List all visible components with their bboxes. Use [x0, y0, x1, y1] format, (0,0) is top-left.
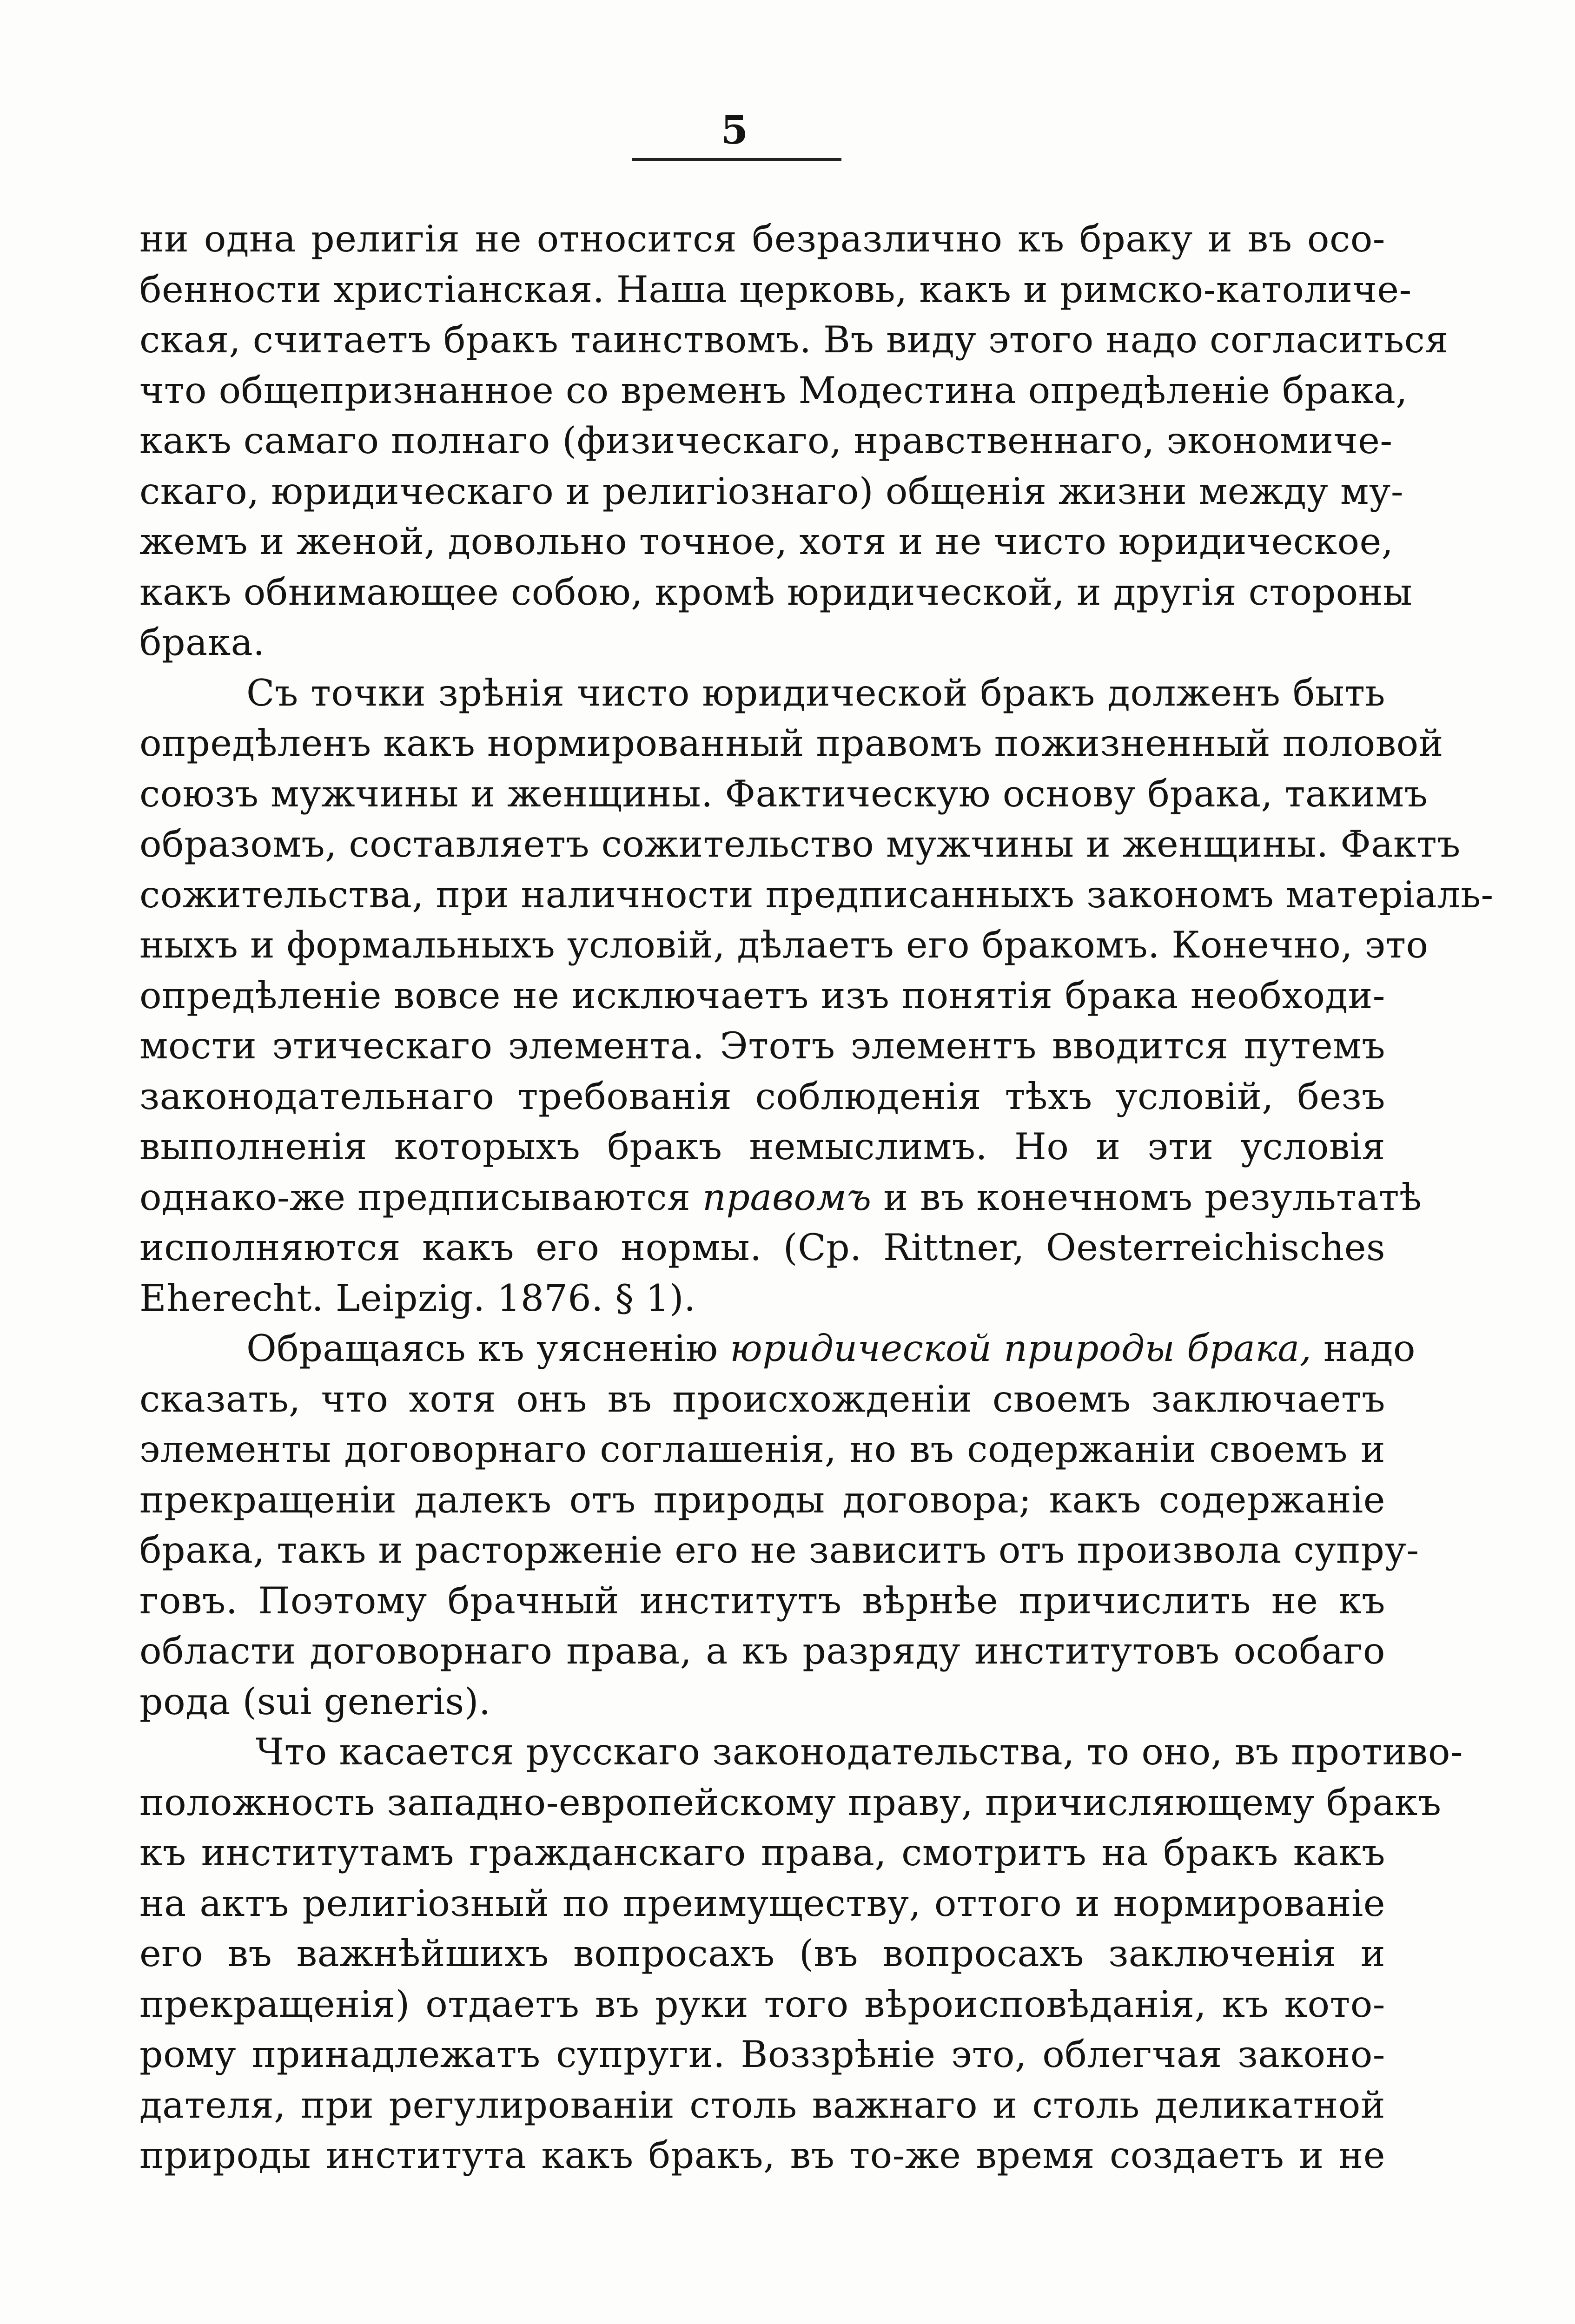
- text-line: прекращенія) отдаетъ въ руки того вѣроисповѣданія, къ кото-: [139, 1982, 1385, 2026]
- text-line: какъ обнимающее собою, кромѣ юридической, и другія стороны: [139, 570, 1413, 614]
- body-text: [139, 214, 1494, 2181]
- text-line: его въ важнѣйшихъ вопросахъ (въ вопросахъ заключенія и: [139, 1932, 1385, 1975]
- text-line: дателя, при регулированіи столь важнаго и столь деликатной: [139, 2083, 1385, 2126]
- paragraph: [139, 1727, 1463, 2181]
- text-line: жемъ и женой, довольно точное, хотя и не чисто юридическое,: [139, 520, 1394, 563]
- text-line: [139, 1323, 1416, 1374]
- text-line: говъ. Поэтому брачный институтъ вѣрнѣе причислить не къ: [139, 1579, 1385, 1622]
- text-line: Что касается русскаго законодательства, то оно, въ противо-: [256, 1730, 1463, 1773]
- text-run: однако-же предписываются: [139, 1175, 702, 1219]
- text-line: опредѣленіе вовсе не исключаетъ изъ понятія брака необходи-: [139, 974, 1385, 1017]
- paragraph: [139, 668, 1494, 1324]
- paragraph: [139, 1323, 1419, 1727]
- text-line: ская, считаетъ бракъ таинствомъ. Въ виду этого надо согласиться: [139, 318, 1449, 361]
- text-line: сказать, что хотя онъ въ происхожденіи своемъ заключаетъ: [139, 1377, 1385, 1420]
- text-line: ни одна религія не относится безразлично къ браку и въ осо-: [139, 218, 1385, 260]
- text-line: элементы договорнаго соглашенія, но въ содержаніи своемъ и: [139, 1428, 1385, 1471]
- text-line: Съ точки зрѣнія чисто юридической бракъ долженъ быть: [246, 671, 1385, 714]
- text-line: выполненія которыхъ бракъ немыслимъ. Но и эти условія: [139, 1125, 1385, 1168]
- text-line: опредѣленъ какъ нормированный правомъ пожизненный половой: [139, 722, 1443, 765]
- text-line: какъ самаго полнаго (физическаго, нравственнаго, экономиче-: [139, 419, 1393, 462]
- text-line: брака.: [139, 621, 265, 664]
- text-line: на актъ религіозный по преимуществу, оттого и нормированіе: [139, 1882, 1385, 1925]
- text-line: мости этическаго элемента. Этотъ элементъ вводится путемъ: [139, 1024, 1385, 1067]
- text-line: [139, 1172, 1422, 1223]
- text-line: природы института какъ бракъ, въ то-же время создаетъ и не: [139, 2134, 1385, 2177]
- page-number-rule: [632, 158, 841, 161]
- text-line: къ институтамъ гражданскаго права, смотритъ на бракъ какъ: [139, 1831, 1385, 1874]
- text-line: ныхъ и формальныхъ условій, дѣлаетъ его бракомъ. Конечно, это: [139, 924, 1429, 966]
- text-line: сожительства, при наличности предписанныхъ закономъ матеріаль-: [139, 873, 1494, 916]
- text-run: Обращаясь къ уясненію: [246, 1327, 730, 1370]
- text-line: положность западно-европейскому праву, причисляющему бракъ: [139, 1781, 1442, 1824]
- page-number: 5: [721, 107, 748, 153]
- text-run: надо: [1311, 1327, 1416, 1370]
- italic-term: правомъ: [702, 1175, 872, 1219]
- text-line: рому принадлежатъ супруги. Воззрѣніе это, облегчая законо-: [139, 2033, 1385, 2076]
- text-line: рода (sui generis).: [139, 1680, 491, 1723]
- text-line: законодательнаго требованія соблюденія тѣхъ условій, безъ: [139, 1075, 1385, 1118]
- text-run: и въ конечномъ результатѣ: [871, 1175, 1422, 1219]
- italic-term: юридической природы брака,: [730, 1327, 1312, 1370]
- text-line: образомъ, составляетъ сожительство мужчины и женщины. Фактъ: [139, 823, 1461, 865]
- text-line: исполняются какъ его нормы. (Ср. Rittner, Oesterreichisches: [139, 1226, 1385, 1269]
- text-line: области договорнаго права, а къ разряду институтовъ особаго: [139, 1630, 1385, 1672]
- text-line: что общепризнанное со временъ Модестина опредѣленіе брака,: [139, 369, 1408, 412]
- paragraph: [139, 214, 1449, 668]
- text-line: бенности христіанская. Наша церковь, какъ и римско-католиче-: [139, 268, 1412, 311]
- text-line: брака, такъ и расторженіе его не зависитъ отъ произвола супру-: [139, 1529, 1419, 1571]
- text-line: скаго, юридическаго и религіознаго) общенія жизни между му-: [139, 469, 1404, 513]
- text-line: Eherecht. Leipzig. 1876. § 1).: [139, 1276, 696, 1320]
- text-line: союзъ мужчины и женщины. Фактическую основу брака, такимъ: [139, 772, 1428, 815]
- text-line: прекращеніи далекъ отъ природы договора; какъ содержаніе: [139, 1478, 1385, 1521]
